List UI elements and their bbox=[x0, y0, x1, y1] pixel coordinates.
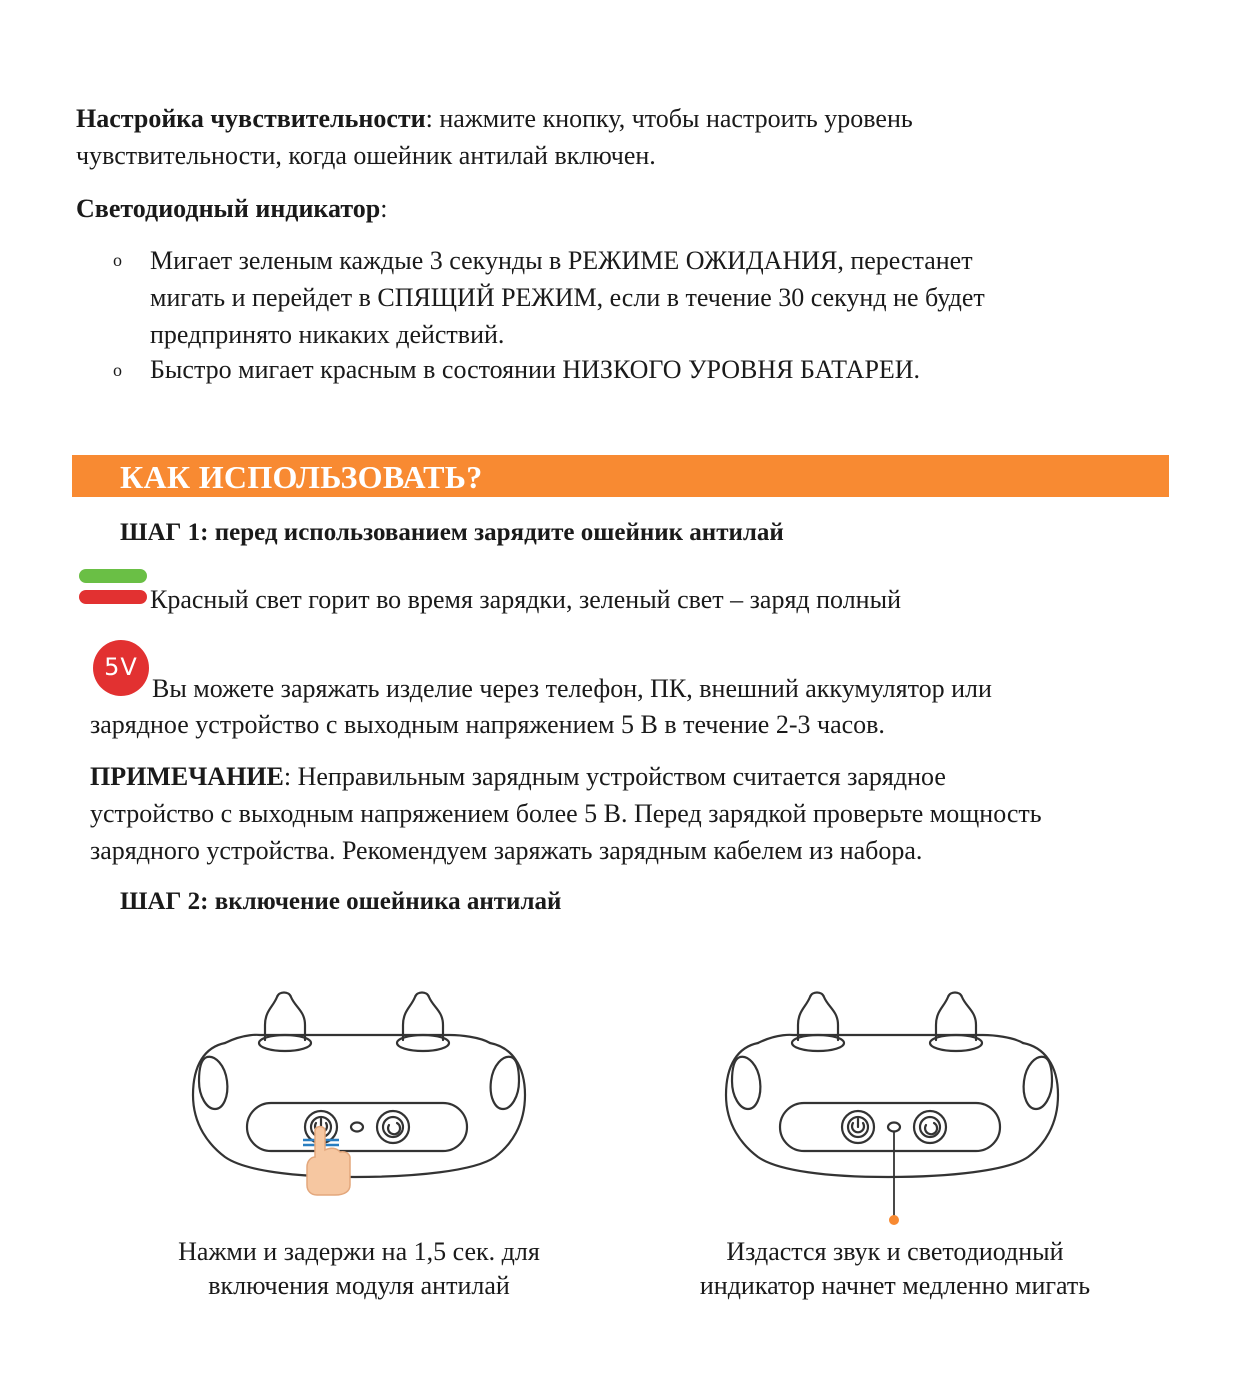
voltage-badge-icon: 5V bbox=[93, 640, 149, 696]
led-item-1-line-3: предпринято никаких действий. bbox=[150, 320, 505, 349]
caption-right bbox=[655, 1235, 1135, 1303]
finger-icon bbox=[307, 1127, 350, 1196]
charge-text-1: Вы можете заряжать изделие через телефон, ПК, внешний аккумулятор или bbox=[152, 674, 992, 703]
note-text-1: : Неправильным зарядным устройством считается зарядное bbox=[283, 762, 946, 791]
led-label: Светодиодный индикатор bbox=[76, 194, 381, 223]
led-item-1 bbox=[150, 242, 985, 353]
collar-device-led-illustration bbox=[718, 985, 1068, 1235]
step-1-title: ШАГ 1: перед использованием зарядите ошейник антилай bbox=[120, 519, 784, 546]
led-pointer-dot-icon bbox=[889, 1215, 899, 1225]
sensitivity-text-1: : нажмите кнопку, чтобы настроить уровень bbox=[425, 104, 913, 133]
red-light-icon bbox=[79, 590, 147, 604]
caption-left-line-1: Нажми и задержи на 1,5 сек. для bbox=[178, 1237, 540, 1266]
caption-left-line-2: включения модуля антилай bbox=[208, 1271, 510, 1300]
note-text-2: устройство с выходным напряжением более 5 В. Перед зарядкой проверьте мощность bbox=[90, 799, 1042, 828]
note-label: ПРИМЕЧАНИЕ bbox=[90, 762, 284, 791]
section-title: КАК ИСПОЛЬЗОВАТЬ? bbox=[120, 459, 483, 495]
led-item-2: Быстро мигает красным в состоянии НИЗКОГО УРОВНЯ БАТАРЕИ. bbox=[150, 355, 921, 384]
note-text-3: зарядного устройства. Рекомендуем заряжать зарядным кабелем из набора. bbox=[90, 836, 923, 865]
bullet-icon: o bbox=[113, 250, 122, 270]
sensitivity-text-2: чувствительности, когда ошейник антилай включен. bbox=[76, 141, 656, 170]
charge-text-2: зарядное устройство с выходным напряжением 5 В в течение 2-3 часов. bbox=[90, 710, 885, 739]
led-item-1-line-2: мигать и перейдет в СПЯЩИЙ РЕЖИМ, если в течение 30 секунд не будет bbox=[150, 283, 985, 312]
green-light-icon bbox=[79, 569, 147, 583]
bullet-icon: o bbox=[113, 360, 122, 380]
sensitivity-label: Настройка чувствительности bbox=[76, 104, 426, 133]
note-paragraph bbox=[90, 758, 1042, 869]
caption-left bbox=[140, 1235, 578, 1303]
charging-light-text: Красный свет горит во время зарядки, зеленый свет – заряд полный bbox=[150, 585, 901, 614]
collar-device-press-illustration bbox=[185, 985, 535, 1200]
led-item-1-line-1: Мигает зеленым каждые 3 секунды в РЕЖИМЕ ОЖИДАНИЯ, перестанет bbox=[150, 246, 973, 275]
caption-right-line-1: Издастся звук и светодиодный bbox=[726, 1237, 1064, 1266]
caption-right-line-2: индикатор начнет медленно мигать bbox=[699, 1271, 1091, 1300]
led-colon: : bbox=[380, 194, 388, 223]
led-heading bbox=[76, 190, 387, 227]
step-2-title: ШАГ 2: включение ошейника антилай bbox=[120, 888, 562, 915]
sensitivity-paragraph bbox=[76, 100, 913, 174]
